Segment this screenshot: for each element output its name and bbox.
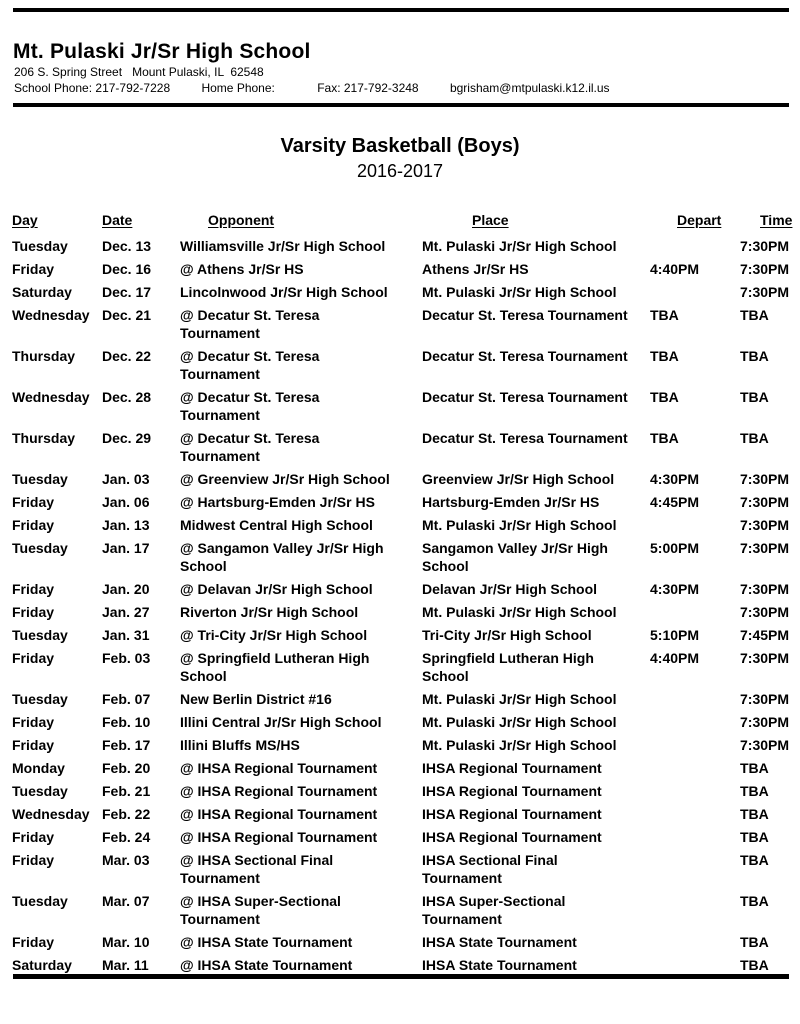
table-row: [12, 736, 800, 759]
school-name: Mt. Pulaski Jr/Sr High School: [13, 40, 311, 63]
table-row: [12, 516, 800, 539]
table-row: [12, 828, 800, 851]
cell-date: Jan. 31: [102, 627, 150, 643]
cell-time: TBA: [740, 760, 769, 776]
season-subtitle: 2016-2017: [356, 161, 444, 181]
table-row: [12, 933, 800, 956]
cell-day: Tuesday: [12, 540, 68, 556]
page-title: Varsity Basketball (Boys): [280, 135, 520, 157]
cell-day: Friday: [12, 494, 55, 510]
cell-place: Greenview Jr/Sr High School: [422, 471, 615, 487]
cell-place: IHSA State Tournament: [422, 934, 577, 950]
cell-place: Decatur St. Teresa Tournament: [422, 348, 628, 364]
table-row: [12, 782, 800, 805]
cell-time: 7:30PM: [740, 284, 790, 300]
cell-day: Tuesday: [12, 627, 68, 643]
cell-date: Feb. 03: [102, 650, 151, 666]
cell-opponent: @ Hartsburg-Emden Jr/Sr HS: [180, 494, 375, 510]
cell-opponent: @ Decatur St. Teresa Tournament: [180, 348, 320, 382]
table-row: [12, 851, 800, 892]
table-row: [12, 539, 800, 580]
cell-depart: [650, 805, 740, 810]
cell-date: Feb. 22: [102, 806, 151, 822]
cell-date: Mar. 10: [102, 934, 150, 950]
cell-opponent: @ IHSA Regional Tournament: [180, 806, 378, 822]
cell-time: 7:30PM: [740, 494, 790, 510]
cell-day: Saturday: [12, 284, 72, 300]
cell-place: Decatur St. Teresa Tournament: [422, 430, 628, 446]
table-row: [12, 603, 800, 626]
cell-time: TBA: [740, 852, 769, 868]
column-header-date: Date: [102, 212, 133, 228]
cell-depart: TBA: [650, 307, 679, 323]
cell-place: Hartsburg-Emden Jr/Sr HS: [422, 494, 600, 510]
cell-depart: TBA: [650, 389, 679, 405]
cell-time: 7:30PM: [740, 650, 790, 666]
cell-date: Mar. 07: [102, 893, 150, 909]
table-row: [12, 283, 800, 306]
cell-depart: [650, 759, 740, 764]
table-row: [12, 429, 800, 470]
cell-date: Dec. 16: [102, 261, 152, 277]
cell-opponent: @ IHSA Regional Tournament: [180, 783, 378, 799]
cell-day: Tuesday: [12, 691, 68, 707]
cell-day: Tuesday: [12, 471, 68, 487]
schedule-rows: [12, 237, 800, 979]
cell-depart: 5:10PM: [650, 627, 700, 643]
cell-date: Jan. 20: [102, 581, 150, 597]
cell-place: Mt. Pulaski Jr/Sr High School: [422, 284, 617, 300]
cell-date: Jan. 13: [102, 517, 150, 533]
cell-date: Dec. 29: [102, 430, 152, 446]
cell-date: Dec. 28: [102, 389, 152, 405]
cell-opponent: @ Springfield Lutheran High School: [180, 650, 370, 684]
cell-date: Feb. 10: [102, 714, 151, 730]
school-address: 206 S. Spring Street Mount Pulaski, IL 62548: [14, 65, 264, 79]
cell-place: Tri-City Jr/Sr High School: [422, 627, 592, 643]
cell-time: TBA: [740, 957, 769, 973]
cell-day: Wednesday: [12, 389, 90, 405]
cell-time: 7:30PM: [740, 604, 790, 620]
cell-date: Jan. 27: [102, 604, 150, 620]
cell-opponent: @ Decatur St. Teresa Tournament: [180, 389, 320, 423]
cell-opponent: @ Athens Jr/Sr HS: [180, 261, 304, 277]
cell-day: Wednesday: [12, 806, 90, 822]
table-row: [12, 306, 800, 347]
fax-number: Fax: 217-792-3248: [317, 81, 419, 95]
cell-time: 7:30PM: [740, 471, 790, 487]
cell-depart: 4:40PM: [650, 650, 700, 666]
cell-opponent: Illini Central Jr/Sr High School: [180, 714, 382, 730]
column-header-place: Place: [472, 212, 509, 228]
cell-depart: TBA: [650, 348, 679, 364]
cell-place: Mt. Pulaski Jr/Sr High School: [422, 714, 617, 730]
cell-place: Mt. Pulaski Jr/Sr High School: [422, 517, 617, 533]
cell-date: Mar. 03: [102, 852, 150, 868]
cell-depart: [650, 828, 740, 833]
table-row: [12, 347, 800, 388]
cell-date: Feb. 07: [102, 691, 151, 707]
cell-opponent: @ Decatur St. Teresa Tournament: [180, 430, 320, 464]
table-row: [12, 892, 800, 933]
cell-depart: [650, 713, 740, 718]
table-row: [12, 580, 800, 603]
home-phone: Home Phone:: [201, 81, 275, 95]
cell-day: Tuesday: [12, 893, 68, 909]
cell-date: Feb. 20: [102, 760, 151, 776]
cell-place: IHSA Regional Tournament: [422, 829, 602, 845]
cell-time: 7:30PM: [740, 238, 790, 254]
cell-place: IHSA State Tournament: [422, 957, 577, 973]
top-rule: [13, 8, 789, 12]
column-header-opponent: Opponent: [208, 212, 275, 228]
cell-opponent: New Berlin District #16: [180, 691, 332, 707]
cell-time: 7:30PM: [740, 581, 790, 597]
table-row: [12, 470, 800, 493]
contact-email: bgrisham@mtpulaski.k12.il.us: [449, 81, 610, 95]
cell-day: Wednesday: [12, 307, 90, 323]
cell-day: Friday: [12, 934, 55, 950]
cell-opponent: @ Tri-City Jr/Sr High School: [180, 627, 368, 643]
cell-day: Thursday: [12, 348, 76, 364]
cell-time: TBA: [740, 430, 769, 446]
cell-date: Dec. 21: [102, 307, 152, 323]
cell-opponent: @ IHSA Regional Tournament: [180, 760, 378, 776]
cell-place: IHSA Regional Tournament: [422, 760, 602, 776]
letterhead-divider-rule: [13, 103, 789, 107]
cell-time: 7:45PM: [740, 627, 790, 643]
cell-opponent: Riverton Jr/Sr High School: [180, 604, 359, 620]
contact-line: [14, 81, 610, 95]
cell-time: 7:30PM: [740, 691, 790, 707]
cell-opponent: @ IHSA Super-Sectional Tournament: [180, 893, 341, 927]
cell-depart: 4:40PM: [650, 261, 700, 277]
cell-time: TBA: [740, 389, 769, 405]
cell-day: Friday: [12, 604, 55, 620]
cell-depart: 5:00PM: [650, 540, 700, 556]
table-row: [12, 759, 800, 782]
cell-place: Mt. Pulaski Jr/Sr High School: [422, 691, 617, 707]
cell-time: 7:30PM: [740, 517, 790, 533]
cell-opponent: @ Delavan Jr/Sr High School: [180, 581, 373, 597]
school-phone: School Phone: 217-792-7228: [14, 81, 171, 95]
cell-depart: [650, 851, 740, 856]
cell-depart: [650, 603, 740, 608]
cell-date: Jan. 06: [102, 494, 150, 510]
cell-depart: [650, 956, 740, 961]
cell-day: Thursday: [12, 430, 76, 446]
cell-place: Decatur St. Teresa Tournament: [422, 389, 628, 405]
cell-date: Feb. 21: [102, 783, 151, 799]
cell-time: 7:30PM: [740, 261, 790, 277]
cell-date: Mar. 11: [102, 957, 149, 973]
cell-place: IHSA Super-Sectional Tournament: [422, 893, 566, 927]
cell-place: Mt. Pulaski Jr/Sr High School: [422, 737, 617, 753]
cell-depart: [650, 237, 740, 242]
cell-place: IHSA Sectional Final Tournament: [422, 852, 558, 886]
cell-date: Dec. 17: [102, 284, 152, 300]
cell-depart: [650, 516, 740, 521]
cell-time: TBA: [740, 934, 769, 950]
cell-place: Springfield Lutheran High School: [422, 650, 594, 684]
cell-depart: [650, 736, 740, 741]
cell-time: 7:30PM: [740, 737, 790, 753]
cell-opponent: @ IHSA State Tournament: [180, 934, 353, 950]
cell-time: TBA: [740, 829, 769, 845]
cell-day: Friday: [12, 650, 55, 666]
cell-day: Friday: [12, 829, 55, 845]
table-row: [12, 956, 800, 979]
cell-day: Friday: [12, 737, 55, 753]
cell-day: Friday: [12, 517, 55, 533]
cell-date: Feb. 24: [102, 829, 151, 845]
cell-place: Mt. Pulaski Jr/Sr High School: [422, 604, 617, 620]
cell-depart: [650, 690, 740, 695]
cell-depart: [650, 933, 740, 938]
cell-depart: 4:30PM: [650, 581, 700, 597]
cell-time: TBA: [740, 307, 769, 323]
cell-depart: [650, 892, 740, 897]
cell-depart: 4:30PM: [650, 471, 700, 487]
table-row: [12, 388, 800, 429]
cell-place: Athens Jr/Sr HS: [422, 261, 529, 277]
cell-opponent: @ IHSA Regional Tournament: [180, 829, 378, 845]
cell-opponent: Illini Bluffs MS/HS: [180, 737, 300, 753]
cell-date: Dec. 13: [102, 238, 152, 254]
cell-time: TBA: [740, 893, 769, 909]
cell-time: 7:30PM: [740, 714, 790, 730]
cell-place: IHSA Regional Tournament: [422, 806, 602, 822]
schedule-table: [12, 211, 800, 979]
table-row: [12, 805, 800, 828]
cell-opponent: Midwest Central High School: [180, 517, 373, 533]
cell-day: Tuesday: [12, 238, 68, 254]
cell-place: IHSA Regional Tournament: [422, 783, 602, 799]
cell-day: Friday: [12, 714, 55, 730]
cell-day: Tuesday: [12, 783, 68, 799]
cell-opponent: @ IHSA State Tournament: [180, 957, 353, 973]
cell-opponent: Lincolnwood Jr/Sr High School: [180, 284, 388, 300]
column-header-day: Day: [12, 212, 38, 228]
cell-depart: TBA: [650, 430, 679, 446]
cell-day: Friday: [12, 261, 55, 277]
cell-time: TBA: [740, 806, 769, 822]
cell-day: Saturday: [12, 957, 72, 973]
table-row: [12, 260, 800, 283]
cell-depart: [650, 782, 740, 787]
table-row: [12, 493, 800, 516]
cell-place: Mt. Pulaski Jr/Sr High School: [422, 238, 617, 254]
cell-opponent: Williamsville Jr/Sr High School: [180, 238, 386, 254]
table-row: [12, 713, 800, 736]
cell-day: Monday: [12, 760, 65, 776]
cell-depart: [650, 283, 740, 288]
cell-date: Jan. 03: [102, 471, 150, 487]
schedule-header-row: [12, 211, 800, 229]
table-row: [12, 626, 800, 649]
cell-day: Friday: [12, 581, 55, 597]
cell-opponent: @ Greenview Jr/Sr High School: [180, 471, 390, 487]
cell-place: Sangamon Valley Jr/Sr High School: [422, 540, 608, 574]
cell-date: Jan. 17: [102, 540, 150, 556]
cell-place: Delavan Jr/Sr High School: [422, 581, 598, 597]
table-row: [12, 690, 800, 713]
cell-day: Friday: [12, 852, 55, 868]
column-header-depart: Depart: [677, 212, 722, 228]
cell-time: 7:30PM: [740, 540, 790, 556]
cell-date: Feb. 17: [102, 737, 151, 753]
cell-time: TBA: [740, 783, 769, 799]
cell-date: Dec. 22: [102, 348, 152, 364]
table-row: [12, 649, 800, 690]
cell-opponent: @ Sangamon Valley Jr/Sr High School: [180, 540, 384, 574]
column-header-time: Time: [760, 212, 793, 228]
table-row: [12, 237, 800, 260]
cell-opponent: @ IHSA Sectional Final Tournament: [180, 852, 334, 886]
cell-time: TBA: [740, 348, 769, 364]
cell-place: Decatur St. Teresa Tournament: [422, 307, 628, 323]
cell-depart: 4:45PM: [650, 494, 700, 510]
cell-opponent: @ Decatur St. Teresa Tournament: [180, 307, 320, 341]
